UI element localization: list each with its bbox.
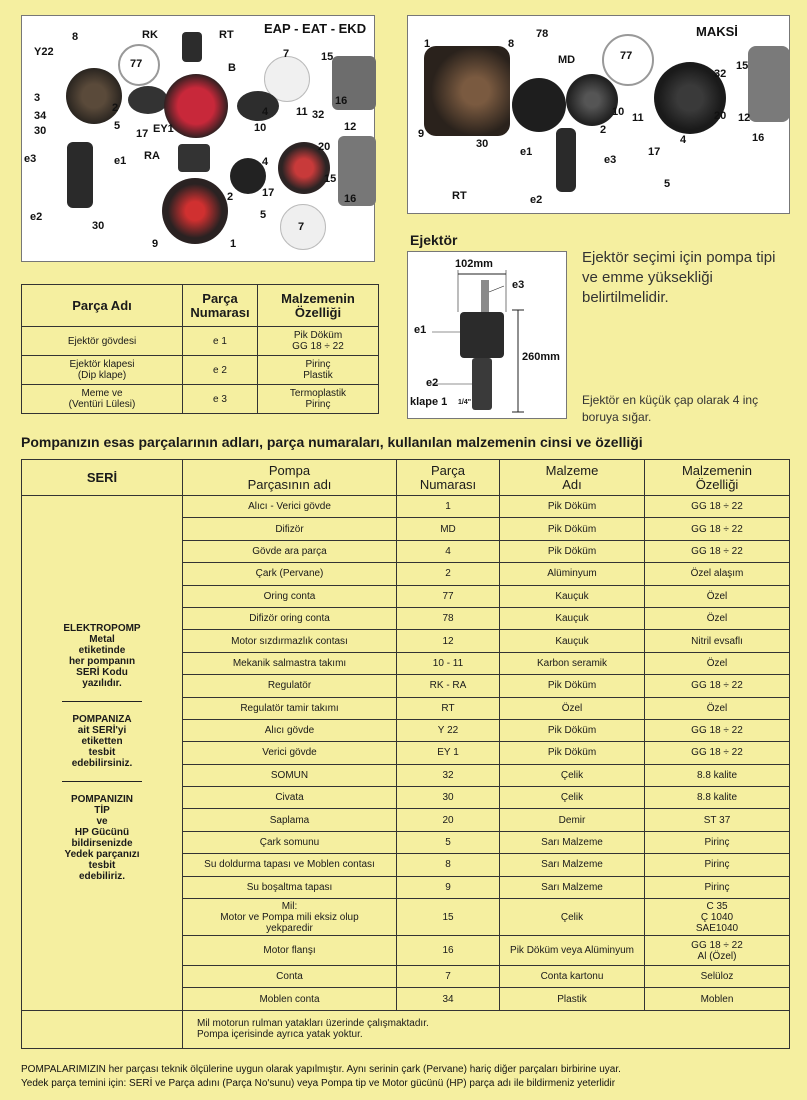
cell: 8.8 kalite bbox=[645, 764, 790, 786]
right-callout: 30 bbox=[476, 138, 489, 150]
ejektor-label: 260mm bbox=[522, 351, 560, 363]
col-header: Pompa Parçasının adı bbox=[183, 460, 397, 496]
left-callout: 16 bbox=[344, 193, 357, 205]
ejektor-note-small: Ejektör en küçük çap olarak 4 inç boruya sığar. bbox=[582, 393, 759, 424]
part-body-illustration bbox=[424, 46, 510, 136]
cell: 5 bbox=[397, 831, 500, 853]
cell: GG 18 ÷ 22 Al (Özel) bbox=[645, 936, 790, 966]
left-callout: 17 bbox=[136, 128, 149, 140]
left-callout: 34 bbox=[34, 110, 47, 122]
table-row bbox=[22, 385, 379, 414]
cell: 4 bbox=[397, 540, 500, 562]
cell: Termoplastik Pirinç bbox=[258, 385, 379, 414]
cell: Özel bbox=[645, 585, 790, 607]
cell: Verici gövde bbox=[183, 742, 397, 764]
main-table-title: Pompanızın esas parçalarının adları, parça numaraları, kullanılan malzemenin cinsi ve özelliği bbox=[21, 434, 643, 450]
cell: 78 bbox=[397, 607, 500, 629]
left-callout: RA bbox=[144, 150, 160, 162]
right-callout: 20 bbox=[714, 110, 727, 122]
cell: 9 bbox=[397, 876, 500, 898]
right-callout: 11 bbox=[632, 112, 644, 124]
part-regulator-ra-illustration bbox=[178, 144, 210, 172]
cell: Pik Döküm bbox=[500, 540, 645, 562]
cell: Mekanik salmastra takımı bbox=[183, 652, 397, 674]
ejektor-label: e3 bbox=[512, 279, 525, 291]
right-callout: 5 bbox=[664, 178, 671, 190]
cell bbox=[22, 1010, 183, 1048]
cell: Conta bbox=[183, 966, 397, 988]
cell: MD bbox=[397, 518, 500, 540]
cell: Karbon seramik bbox=[500, 652, 645, 674]
part-volute-illustration bbox=[162, 178, 228, 244]
right-callout: MD bbox=[558, 54, 576, 66]
part-y22-illustration bbox=[66, 68, 122, 124]
cell: Sarı Malzeme bbox=[500, 854, 645, 876]
seri-text-2: POMPANIZA ait SERİ'yi etiketten tesbit edebilirsiniz. bbox=[71, 714, 133, 770]
cell: Selüloz bbox=[645, 966, 790, 988]
cell: Pik Döküm bbox=[500, 742, 645, 764]
cell: Özel bbox=[500, 697, 645, 719]
table-row bbox=[22, 356, 379, 385]
right-callout: 15 bbox=[736, 60, 749, 72]
cell: Çelik bbox=[500, 764, 645, 786]
left-parts-photo bbox=[21, 15, 375, 262]
cell: e 3 bbox=[183, 385, 258, 414]
cell: Plastik bbox=[500, 988, 645, 1010]
cell: GG 18 ÷ 22 bbox=[645, 675, 790, 697]
ejektor-label: e1 bbox=[414, 324, 427, 336]
cell: Civata bbox=[183, 787, 397, 809]
cell: Çelik bbox=[500, 787, 645, 809]
cell: RK - RA bbox=[397, 675, 500, 697]
left-callout: EY1 bbox=[153, 123, 174, 135]
right-callout: 4 bbox=[680, 134, 687, 146]
cell: Meme ve (Ventüri Lülesi) bbox=[22, 385, 183, 414]
ejektor-label: klape 1 bbox=[410, 396, 448, 408]
seri-text-1: ELEKTROPOMP Metal etiketinde her pompanın SERİ Kodu yazılıdır. bbox=[63, 623, 141, 690]
part-diffuser-illustration bbox=[230, 156, 269, 194]
left-callout: e2 bbox=[30, 211, 43, 223]
left-callout: 3 bbox=[34, 92, 41, 104]
right-callout: e3 bbox=[604, 154, 617, 166]
ejektor-label: 1/4" bbox=[458, 399, 472, 406]
cell: Sarı Malzeme bbox=[500, 831, 645, 853]
cell: e 1 bbox=[183, 327, 258, 356]
right-callout: 32 bbox=[714, 68, 727, 80]
ejektor-dimension-svg bbox=[408, 252, 568, 420]
cell: GG 18 ÷ 22 bbox=[645, 496, 790, 518]
part-ejector-maksi-illustration bbox=[556, 128, 576, 192]
part-motor-maksi-illustration bbox=[748, 46, 790, 122]
cell: GG 18 ÷ 22 bbox=[645, 742, 790, 764]
cell: 30 bbox=[397, 787, 500, 809]
ejektor-title: Ejektör bbox=[410, 232, 458, 248]
col-header: Malzemenin Özelliği bbox=[258, 285, 379, 327]
cell: Oring conta bbox=[183, 585, 397, 607]
left-callout: 5 bbox=[114, 120, 121, 132]
cell: Çark somunu bbox=[183, 831, 397, 853]
part-diffuser-md-illustration bbox=[512, 78, 566, 132]
right-callout: RT bbox=[452, 190, 467, 202]
cell: ST 37 bbox=[645, 809, 790, 831]
left-callout: 9 bbox=[152, 238, 159, 250]
left-callout: RT bbox=[219, 29, 234, 41]
spare-parts-table bbox=[21, 459, 790, 1049]
left-callout: 20 bbox=[318, 141, 331, 153]
ejektor-note-main: Ejektör seçimi için pompa tipi ve emme yüksekliği belirtilmelidir. bbox=[582, 249, 776, 306]
ejector-parts-table bbox=[21, 284, 379, 414]
cell: Motor flanşı bbox=[183, 936, 397, 966]
ejektor-label: 102mm bbox=[455, 258, 493, 270]
table-footnote: Mil motorun rulman yatakları üzerinde çalışmaktadır. Pompa içerisinde ayrıca yatak yoktur. bbox=[183, 1010, 790, 1048]
cell: Su boşaltma tapası bbox=[183, 876, 397, 898]
left-callout: B bbox=[228, 62, 236, 74]
cell: Gövde ara parça bbox=[183, 540, 397, 562]
cell: GG 18 ÷ 22 bbox=[645, 518, 790, 540]
right-callout: 12 bbox=[738, 112, 751, 124]
cell: Pik Döküm bbox=[500, 518, 645, 540]
cell: Pik Döküm bbox=[500, 496, 645, 518]
cell: Pirinç bbox=[645, 854, 790, 876]
right-callout: e2 bbox=[530, 194, 543, 206]
cell: Nitril evsaflı bbox=[645, 630, 790, 652]
seri-divider bbox=[62, 781, 142, 782]
left-callout: Y22 bbox=[34, 46, 54, 58]
cell: Conta kartonu bbox=[500, 966, 645, 988]
left-callout: 10 bbox=[254, 122, 267, 134]
right-callout: 1 bbox=[424, 38, 431, 50]
left-callout: 4 bbox=[262, 156, 269, 168]
bottom-note-1: POMPALARIMIZIN her parçası teknik ölçülerine uygun olarak yapılmıştır. Aynı serinin çark (Pervane) hariç diğer parçaları birbirine uyar. bbox=[21, 1064, 621, 1075]
cell: Regulatör bbox=[183, 675, 397, 697]
left-callout: 5 bbox=[260, 209, 267, 221]
cell: Çelik bbox=[500, 899, 645, 936]
cell: e 2 bbox=[183, 356, 258, 385]
cell: Moblen bbox=[645, 988, 790, 1010]
cell: Özel bbox=[645, 652, 790, 674]
part-ejector-e1-illustration bbox=[67, 142, 93, 208]
right-callout: e1 bbox=[520, 146, 533, 158]
seri-text-3: POMPANIZIN TİP ve HP Gücünü bildirsenizde Yedek parçanızı tesbit edebiliriz. bbox=[64, 794, 140, 883]
cell: RT bbox=[397, 697, 500, 719]
cell: Kauçuk bbox=[500, 607, 645, 629]
part-impeller-maksi-illustration bbox=[566, 74, 618, 126]
left-callout: 15 bbox=[324, 173, 337, 185]
left-callout: e1 bbox=[114, 155, 127, 167]
seri-info-cell bbox=[22, 496, 183, 1011]
cell: Regulatör tamir takımı bbox=[183, 697, 397, 719]
cell: Alüminyum bbox=[500, 563, 645, 585]
cell: Ejektör gövdesi bbox=[22, 327, 183, 356]
part-impeller-illustration bbox=[128, 86, 168, 114]
cell: 7 bbox=[397, 966, 500, 988]
cell: Kauçuk bbox=[500, 585, 645, 607]
right-callout: 2 bbox=[600, 124, 607, 136]
cell: Saplama bbox=[183, 809, 397, 831]
left-callout: e3 bbox=[24, 153, 37, 165]
left-series-label: EAP - EAT - EKD bbox=[264, 21, 367, 36]
left-callout: RK bbox=[142, 29, 158, 41]
right-series-label: MAKSİ bbox=[696, 24, 738, 39]
left-callout: 16 bbox=[335, 95, 348, 107]
right-callout: 78 bbox=[536, 28, 549, 40]
left-callout: 30 bbox=[34, 125, 47, 137]
col-header: Parça Adı bbox=[22, 285, 183, 327]
cell: Pik Döküm bbox=[500, 675, 645, 697]
cell: Kauçuk bbox=[500, 630, 645, 652]
cell: Özel alaşım bbox=[645, 563, 790, 585]
cell: 77 bbox=[397, 585, 500, 607]
left-callout: 77 bbox=[130, 58, 143, 70]
cell: 15 bbox=[397, 899, 500, 936]
cell: 32 bbox=[397, 764, 500, 786]
right-callout: 9 bbox=[418, 128, 425, 140]
cell: Difizör bbox=[183, 518, 397, 540]
table-row bbox=[22, 496, 790, 518]
right-callout: 77 bbox=[620, 50, 633, 62]
cell: Pik Döküm bbox=[500, 719, 645, 741]
right-callout: 17 bbox=[648, 146, 661, 158]
ejektor-diagram bbox=[407, 251, 567, 419]
left-callout: 32 bbox=[312, 109, 325, 121]
bottom-note-2: Yedek parça temini için: SERİ ve Parça adını (Parça No'sunu) veya Pompa tip ve Motor gücünü (HP) parça adı ile bildirmeniz yeterlidir bbox=[21, 1078, 616, 1089]
table-row bbox=[22, 327, 379, 356]
left-callout: 2 bbox=[112, 102, 119, 114]
cell: Özel bbox=[645, 697, 790, 719]
cell: Çark (Pervane) bbox=[183, 563, 397, 585]
cell: Difizör oring conta bbox=[183, 607, 397, 629]
cell: Sarı Malzeme bbox=[500, 876, 645, 898]
seri-divider bbox=[62, 701, 142, 702]
cell: Alıcı - Verici gövde bbox=[183, 496, 397, 518]
cell: Pik Döküm GG 18 ÷ 22 bbox=[258, 327, 379, 356]
cell: 34 bbox=[397, 988, 500, 1010]
cell: Su doldurma tapası ve Moblen contası bbox=[183, 854, 397, 876]
col-header: Parça Numarası bbox=[183, 285, 258, 327]
cell: 8.8 kalite bbox=[645, 787, 790, 809]
col-header: Malzemenin Özelliği bbox=[645, 460, 790, 496]
cell: Pirinç bbox=[645, 876, 790, 898]
left-callout: 17 bbox=[262, 187, 275, 199]
cell: Mil: Motor ve Pompa mili eksiz olup yekparedir bbox=[183, 899, 397, 936]
left-callout: 4 bbox=[262, 106, 269, 118]
left-callout: 30 bbox=[92, 220, 105, 232]
left-callout: 15 bbox=[321, 51, 334, 63]
cell: GG 18 ÷ 22 bbox=[645, 719, 790, 741]
cell: Pirinç bbox=[645, 831, 790, 853]
cell: Motor sızdırmazlık contası bbox=[183, 630, 397, 652]
part-impeller2-illustration bbox=[237, 91, 279, 121]
right-callout: 16 bbox=[752, 132, 765, 144]
left-callout: 7 bbox=[283, 48, 290, 60]
left-callout: 1 bbox=[230, 238, 237, 250]
col-header-seri: SERİ bbox=[22, 460, 183, 496]
cell: 10 - 11 bbox=[397, 652, 500, 674]
cell: SOMUN bbox=[183, 764, 397, 786]
right-callout: 10 bbox=[612, 106, 625, 118]
cell: 16 bbox=[397, 936, 500, 966]
col-header: Malzeme Adı bbox=[500, 460, 645, 496]
left-callout: 2 bbox=[227, 191, 234, 203]
cell: 1 bbox=[397, 496, 500, 518]
cell: Pirinç Plastik bbox=[258, 356, 379, 385]
cell: 20 bbox=[397, 809, 500, 831]
right-parts-photo bbox=[407, 15, 790, 214]
cell: GG 18 ÷ 22 bbox=[645, 540, 790, 562]
col-header: Parça Numarası bbox=[397, 460, 500, 496]
cell: 12 bbox=[397, 630, 500, 652]
cell: 8 bbox=[397, 854, 500, 876]
cell: Pik Döküm veya Alüminyum bbox=[500, 936, 645, 966]
cell: EY 1 bbox=[397, 742, 500, 764]
cell: Özel bbox=[645, 607, 790, 629]
cell: Ejektör klapesi (Dip klape) bbox=[22, 356, 183, 385]
left-callout: 8 bbox=[72, 31, 79, 43]
part-regulator-rk-illustration bbox=[182, 32, 202, 62]
cell: Moblen conta bbox=[183, 988, 397, 1010]
table-row-footnote bbox=[22, 1010, 790, 1048]
ejektor-label: e2 bbox=[426, 377, 439, 389]
cell: Demir bbox=[500, 809, 645, 831]
right-callout: 8 bbox=[508, 38, 515, 50]
cell: 2 bbox=[397, 563, 500, 585]
cell: Y 22 bbox=[397, 719, 500, 741]
left-callout: 12 bbox=[344, 121, 357, 133]
left-callout: 11 bbox=[296, 106, 308, 118]
left-callout: 7 bbox=[298, 221, 305, 233]
cell: C 35 Ç 1040 SAE1040 bbox=[645, 899, 790, 936]
cell: Alıcı gövde bbox=[183, 719, 397, 741]
